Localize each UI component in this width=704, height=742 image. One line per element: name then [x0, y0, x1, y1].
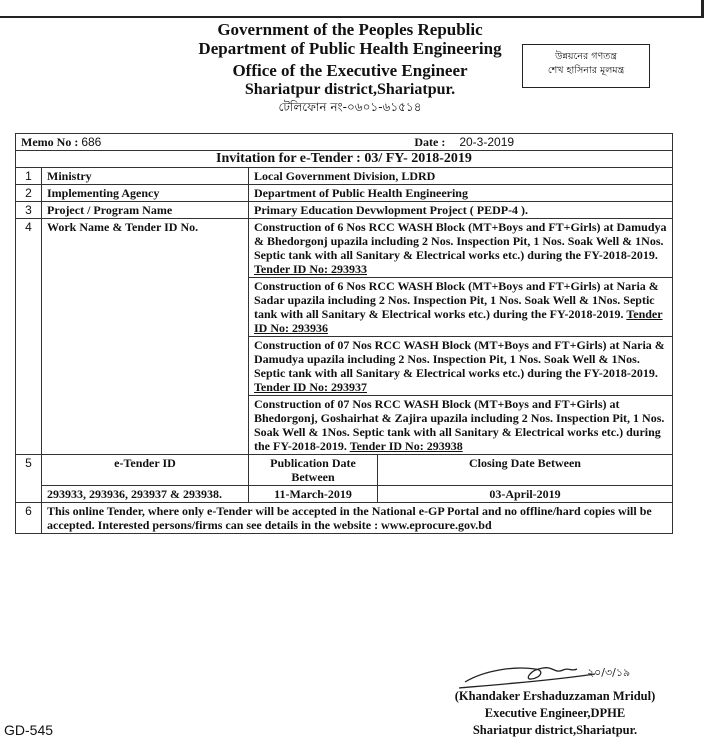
slogan-box — [522, 44, 650, 88]
work-item — [249, 219, 673, 278]
closing-date-header: Closing Date Between — [378, 455, 673, 486]
row-number: 2 — [16, 185, 42, 202]
department-line: Department of Public Health Engineering — [198, 39, 502, 58]
dates-header-row — [16, 455, 673, 486]
tender-id: Tender ID No: 293936 — [254, 307, 663, 335]
row-number: 1 — [16, 168, 42, 185]
govt-line: Government of the Peoples Republic — [217, 20, 483, 39]
district-line: Shariatpur district,Shariatpur. — [244, 81, 456, 98]
title-row — [16, 151, 673, 168]
tender-table — [15, 133, 673, 534]
row-label: Ministry — [42, 168, 249, 185]
row-number: 6 — [16, 503, 42, 534]
dates-value-row — [16, 486, 673, 503]
row-value: Primary Education Devwlopment Project ( PEDP-4 ). — [249, 202, 673, 219]
row-number: 3 — [16, 202, 42, 219]
signatory-block — [420, 688, 690, 739]
row-number: 4 — [16, 219, 42, 455]
work-description: Construction of 6 Nos RCC WASH Block (MT+Boys and FT+Girls) at Naria & Sadar upazila including 2 Nos. Inspection Pit, 1 Nos. Soak Well & 1Nos. Septic tank with all Sanitary & Electrical works etc.) during the FY-2018-2019. — [254, 279, 659, 321]
etender-id-header: e-Tender ID — [42, 455, 249, 486]
top-border — [0, 0, 704, 18]
slogan-line-2: শেখ হাসিনার মূলমন্ত্র — [547, 65, 625, 76]
table-row — [16, 202, 673, 219]
tender-id: Tender ID No: 293938 — [349, 439, 463, 453]
signatory-office: Shariatpur district,Shariatpur. — [472, 723, 638, 737]
memo-number: 686 — [81, 135, 102, 149]
row-number: 5 — [16, 455, 42, 503]
publication-date-header: Publication Date Between — [249, 455, 378, 486]
slogan-line-1: উন্নয়নের গণতন্ত্র — [555, 51, 617, 62]
invitation-title: Invitation for e-Tender : 03/ FY- 2018-2019 — [16, 151, 673, 168]
letterhead — [120, 20, 580, 115]
table-row — [16, 168, 673, 185]
date-label: Date : — [414, 135, 446, 149]
work-description: Construction of 07 Nos RCC WASH Block (MT+Boys and FT+Girls) at Bhedorgonj, Goshairhat & Zajira upazila including 2 Nos. Inspection Pit, 1 Nos. Soak Well & 1Nos. Septic tank with all Sanitary & Electrical works etc.) during the FY-2018-2019. — [254, 397, 665, 453]
table-row — [16, 185, 673, 202]
tender-id: Tender ID No: 293933 — [254, 262, 368, 276]
work-description: Construction of 07 Nos RCC WASH Block (MT+Boys and FT+Girls) at Naria & Damudya upazila including 2 Nos. Inspection Pit, 1 Nos. Soak Well & 1Nos. Septic tank with all Sanitary & Electrical works etc.) during the FY-2018-2019. — [254, 338, 665, 380]
tender-id: Tender ID No: 293937 — [254, 380, 368, 394]
notice-row — [16, 503, 673, 534]
memo-label: Memo No : — [21, 135, 82, 149]
row-label: Work Name & Tender ID No. — [42, 219, 249, 455]
phone-line: টেলিফোন নং-০৬০১-৬১৫১৪ — [278, 100, 422, 114]
row-label: Project / Program Name — [42, 202, 249, 219]
office-line: Office of the Executive Engineer — [232, 61, 468, 80]
row-value: Local Government Division, LDRD — [249, 168, 673, 185]
work-row — [16, 219, 673, 278]
notice-text: This online Tender, where only e-Tender will be accepted in the National e-GP Portal and no offline/hard copies will be accepted. Interested persons/firms can see details in the website : www.eprocure.gov.bd — [42, 503, 673, 534]
work-item — [249, 278, 673, 337]
signature-date: ২০/৩/১৯ — [587, 666, 631, 679]
signatory-title: Executive Engineer,DPHE — [484, 706, 626, 720]
work-description: Construction of 6 Nos RCC WASH Block (MT+Boys and FT+Girls) at Damudya & Bhedorgonj upazila including 2 Nos. Inspection Pit, 1 Nos. Soak Well & 1Nos. Septic tank with all Sanitary & Electrical works etc.) during the FY-2018-2019. — [254, 220, 667, 262]
date-value: 20-3-2019 — [459, 135, 515, 149]
work-item — [249, 396, 673, 455]
row-value: Department of Public Health Engineering — [249, 185, 673, 202]
closing-date: 03-April-2019 — [378, 486, 673, 503]
work-item — [249, 337, 673, 396]
footer-code: GD-545 — [4, 722, 54, 738]
memo-row — [16, 134, 673, 151]
row-label: Implementing Agency — [42, 185, 249, 202]
etender-ids: 293933, 293936, 293937 & 293938. — [42, 486, 249, 503]
publication-date: 11-March-2019 — [249, 486, 378, 503]
signatory-name: (Khandaker Ershaduzzaman Mridul) — [454, 689, 656, 703]
